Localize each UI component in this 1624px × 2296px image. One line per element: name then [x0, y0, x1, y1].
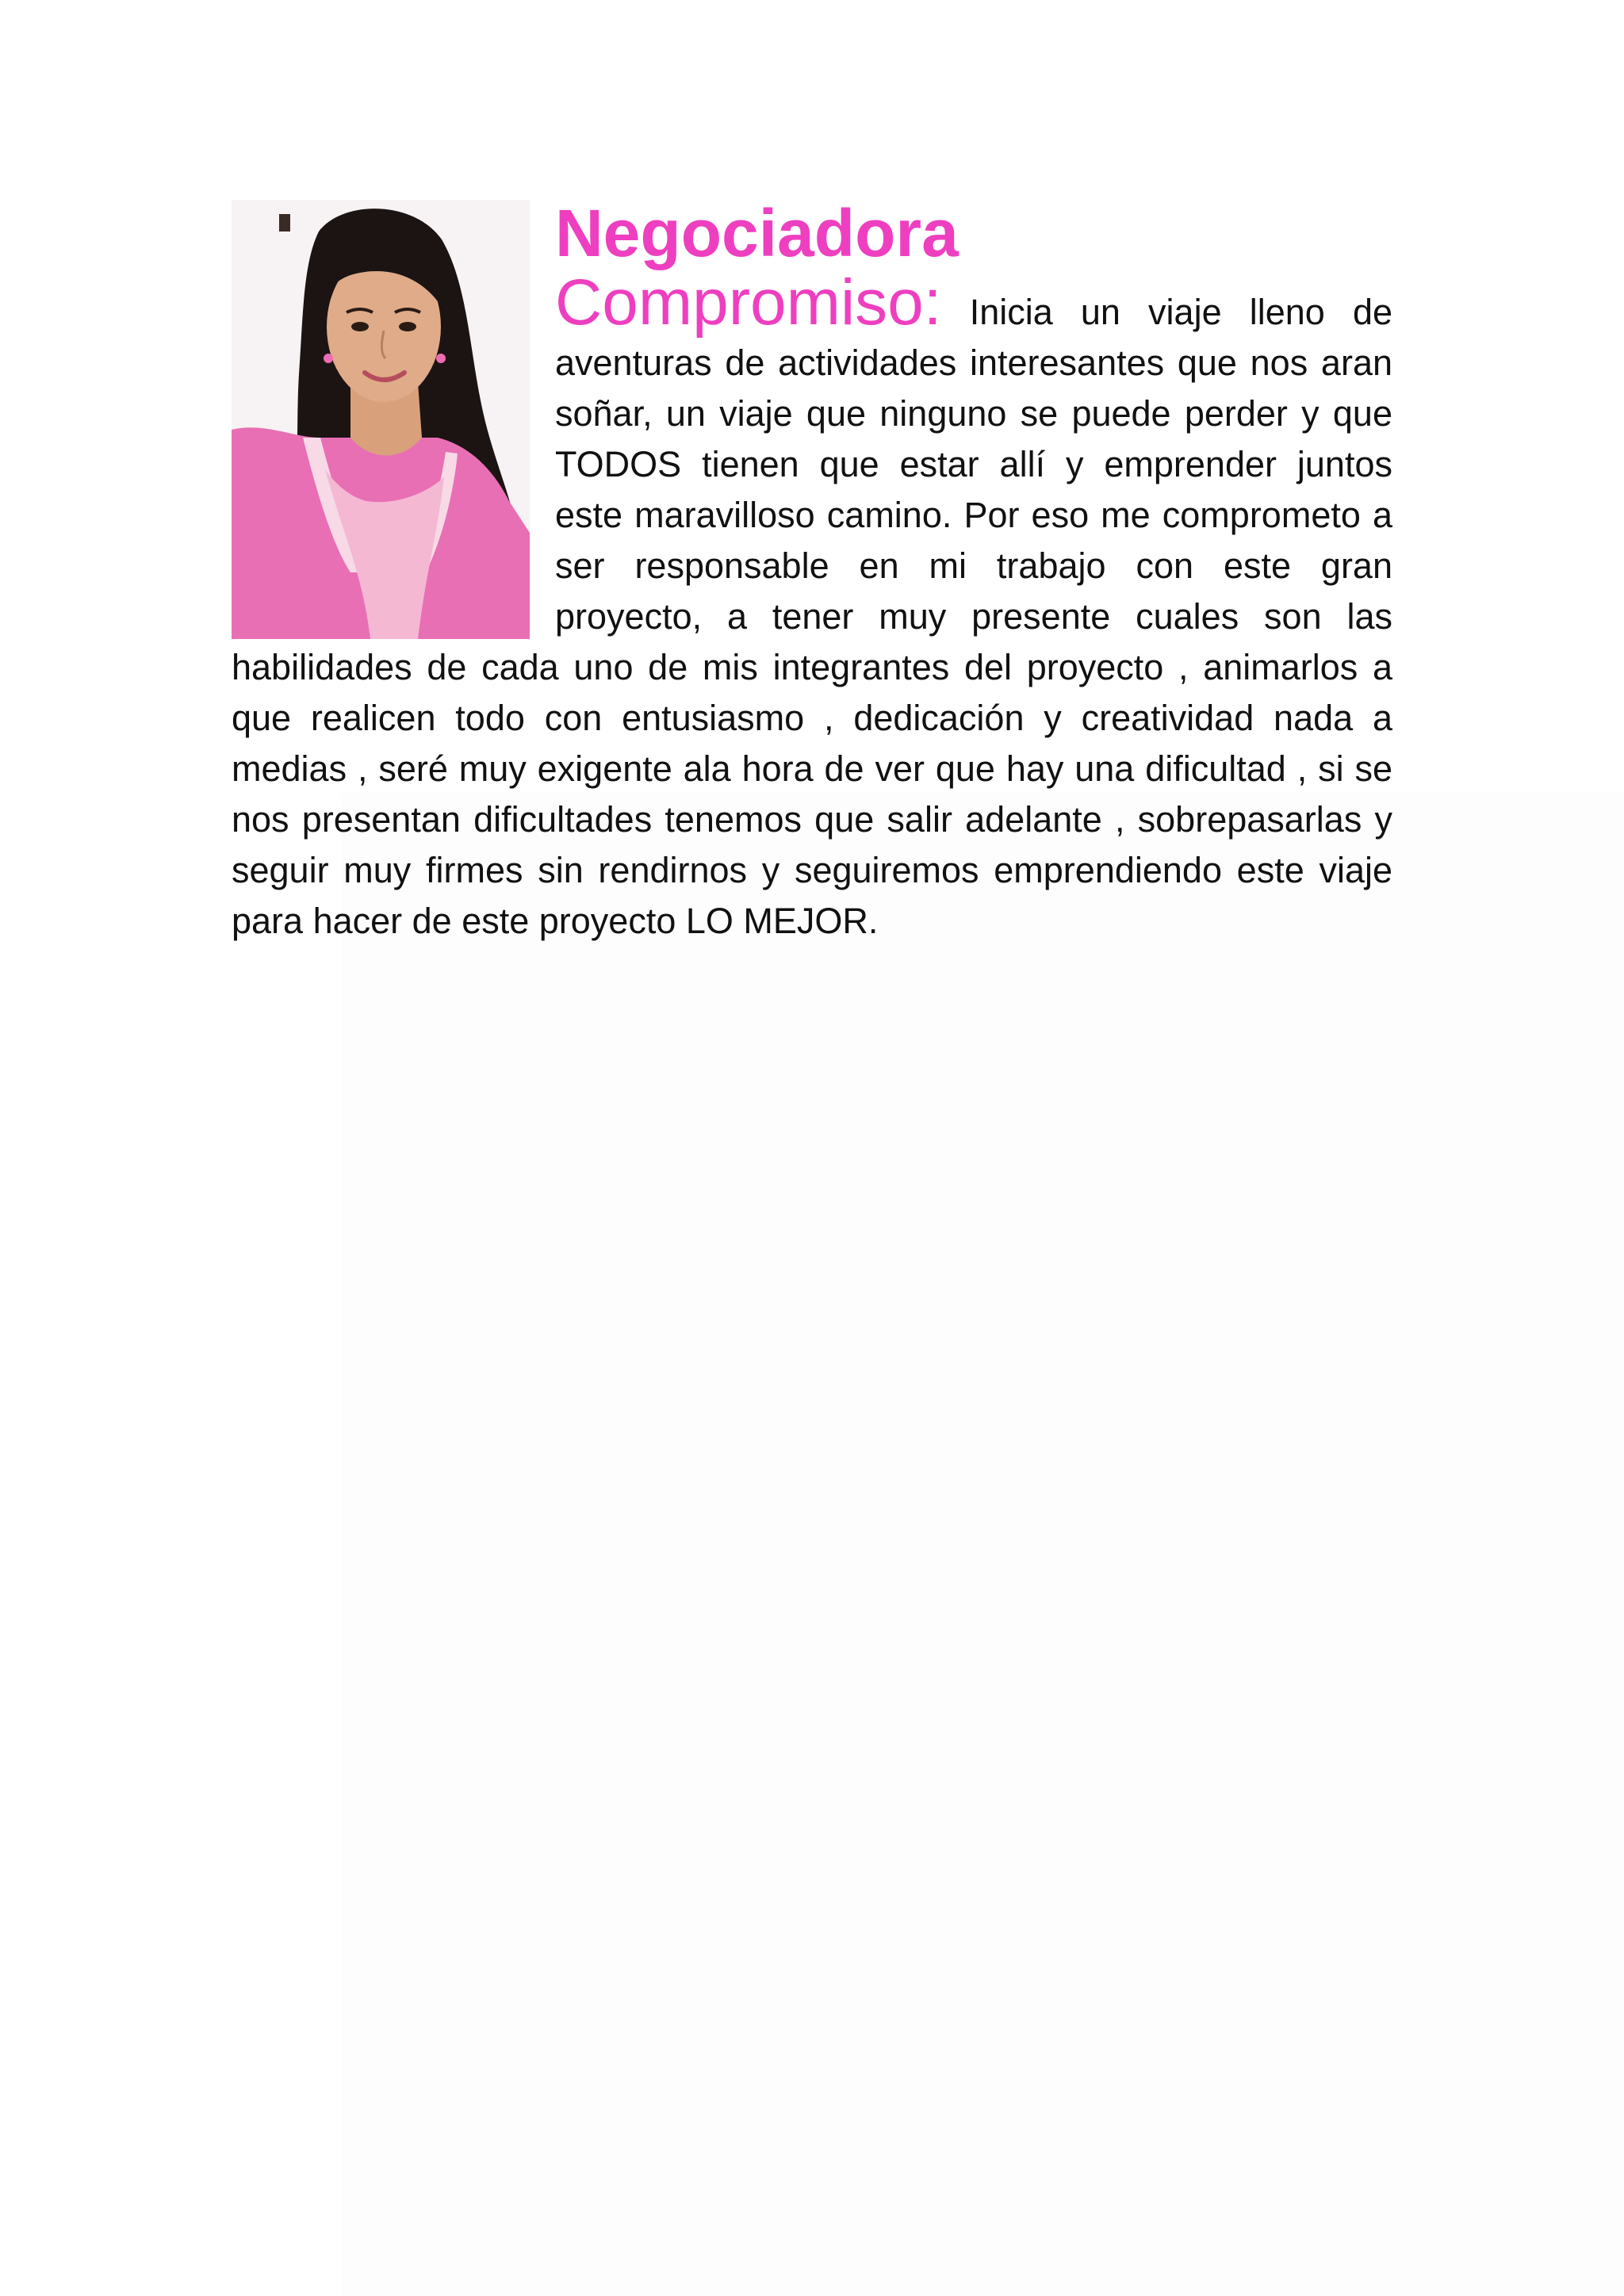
commitment-body-text: Inicia un viaje lleno de aventuras de actividades interesantes que nos aran soñar, un viaje que ninguno se puede perder y que TODOS tienen que estar allí y emprender juntos este maravilloso camino. Por eso me comprometo a ser responsable en mi trabajo con este gran proyecto, a tener muy presente cuales son las habilidades de cada uno de mis integrantes del proyecto , animarlos a que realicen todo con entusiasmo , dedicación y creatividad nada a medias , seré muy exigente ala hora de ver que hay una dificultad , si se nos presentan dificultades tenemos que salir adelante , sobrepasarlas y seguir muy firmes sin rendirnos y seguiremos emprendiendo este viaje para hacer de este proyecto LO MEJOR.: [232, 292, 1392, 941]
portrait-photo: [232, 200, 530, 639]
page-background-shade: [341, 793, 1624, 2296]
document-content: [232, 190, 1392, 947]
commitment-label: Compromiso:: [555, 266, 942, 339]
document-title: Negociadora: [555, 196, 959, 270]
